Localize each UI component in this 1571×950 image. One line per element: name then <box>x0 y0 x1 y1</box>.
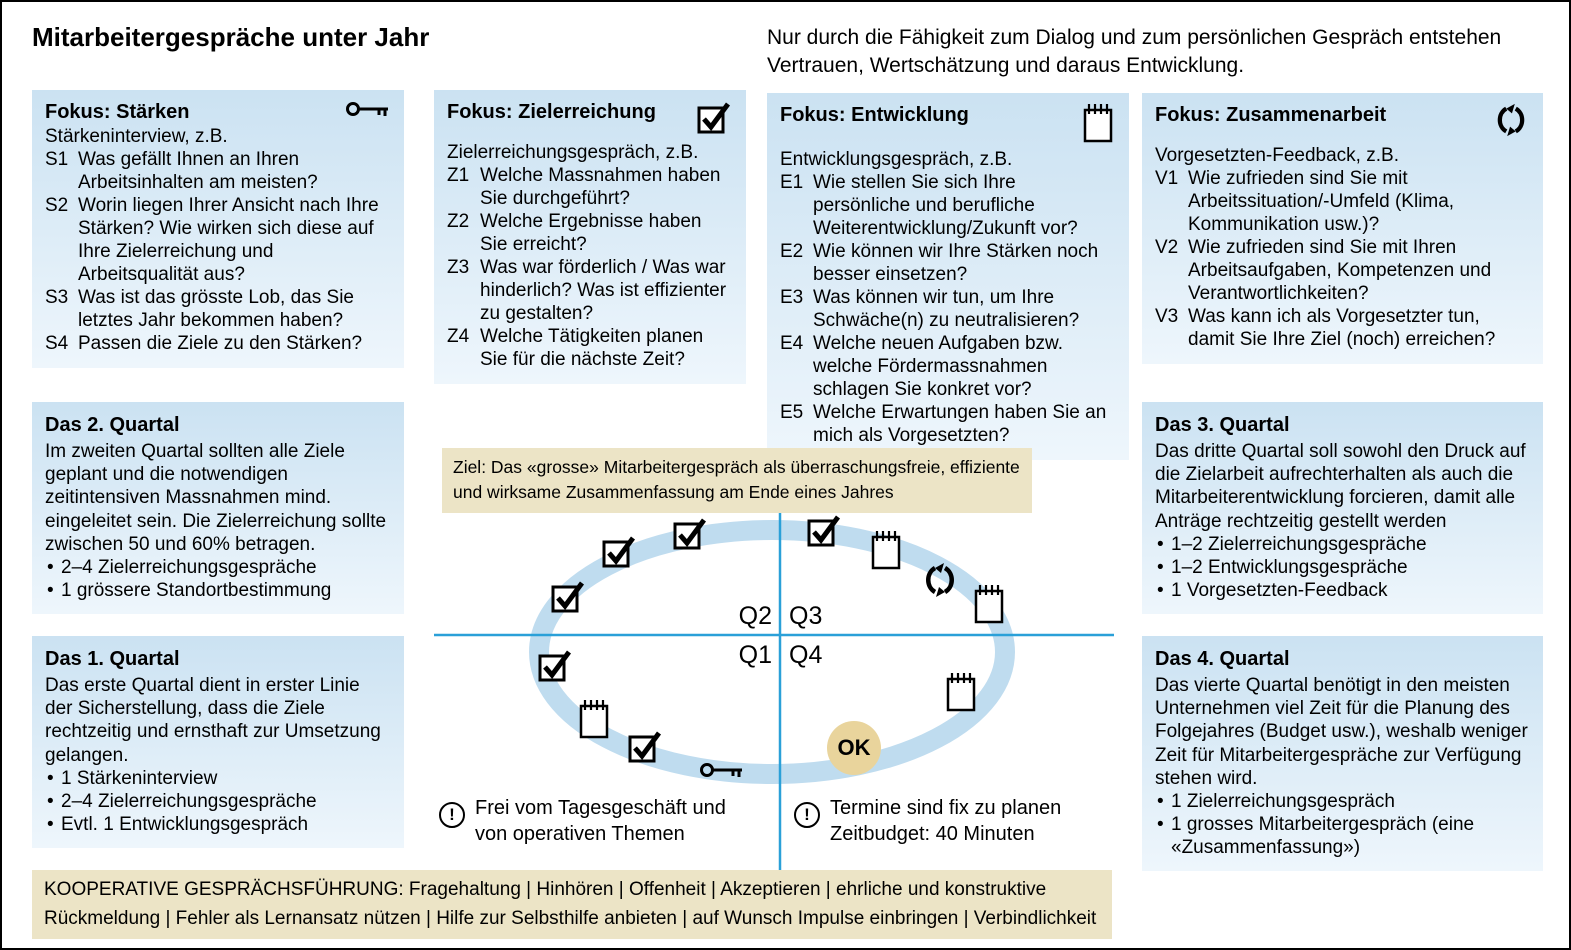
question-text: Was gefällt Ihnen an Ihren Arbeitsinhalten am meisten? <box>78 148 318 193</box>
reminder-note <box>794 795 1061 848</box>
quartal-bullet-list <box>45 767 391 837</box>
focus-box-header <box>1155 103 1530 144</box>
question-item <box>45 287 391 333</box>
quartal-bullet: • 1–2 Zielerreichungsgespräche <box>1155 533 1530 556</box>
notepad-icon <box>943 670 979 717</box>
reminder-text <box>830 795 1061 848</box>
question-text: Welche neuen Aufgaben bzw. welche Fördermassnahmen schlagen Sie konkret vor? <box>813 332 1064 400</box>
quartal-body: Im zweiten Quartal sollten alle Ziele geplant und die notwendigen zeitintensiven Massnahmen mind. eingeleitet sein. Die Zielerreichung sollte zwischen 50 und 60% betragen. <box>45 441 387 555</box>
question-text: Was war förderlich / Was war hinderlich? Was ist effizienter zu gestalten? <box>480 256 727 324</box>
reminder-line: Frei vom Tagesgeschäft und <box>475 797 726 819</box>
checkmark-icon <box>626 727 664 770</box>
question-id: Z1 <box>447 164 470 186</box>
question-id: V2 <box>1155 236 1179 258</box>
focus-box-title: Fokus: Zusammenarbeit <box>1155 104 1387 126</box>
question-item <box>780 172 1116 241</box>
focus-box-subtitle: Zielerreichungsgespräch, z.B. <box>447 142 699 163</box>
question-item <box>780 241 1116 287</box>
question-text: Welche Ergebnisse haben Sie erreicht? <box>480 210 702 255</box>
focus-box-header <box>447 100 733 141</box>
question-text: Wie zufrieden sind Sie mit Arbeitssituation/-Umfeld (Klima, Kommunikation usw.)? <box>1188 167 1455 235</box>
checkmark-icon <box>671 514 709 557</box>
quartal-body: Das vierte Quartal benötigt in den meisten Unternehmen viel Zeit für die Planung des Folgejahres (Budget usw.), weshalb weniger Zeit für Mitarbeitergespräche zur Verfügung stehen wird. <box>1155 675 1528 789</box>
checkmark-icon <box>805 511 843 554</box>
reminder-note <box>439 795 726 848</box>
focus-box-header <box>780 103 1116 148</box>
question-text: Welche Massnahmen haben Sie durchgeführt? <box>480 164 721 209</box>
quadrant-label-q2: Q2 <box>738 602 772 630</box>
checkmark-icon <box>549 577 587 620</box>
reminder-line: Termine sind fix zu planen <box>830 797 1062 819</box>
focus-box-zusammenarbeit <box>1142 93 1543 364</box>
focus-box-zielerreichung <box>434 90 746 384</box>
quartal-bullet: • 1 Vorgesetzten-Feedback <box>1155 579 1530 602</box>
question-id: E1 <box>780 171 804 193</box>
question-item <box>447 326 733 372</box>
notepad-icon <box>971 582 1007 629</box>
quartal-bullet: • 2–4 Zielerreichungsgespräche <box>45 556 391 579</box>
question-item <box>780 287 1116 333</box>
quartal-bullet-list <box>45 556 391 602</box>
focus-box-subtitle: Entwicklungsgespräch, z.B. <box>780 149 1013 170</box>
question-item <box>447 211 733 257</box>
cycle-icon <box>920 560 960 605</box>
checkmark-icon <box>536 646 574 689</box>
question-text: Was können wir tun, um Ihre Schwäche(n) zu neutralisieren? <box>813 286 1080 331</box>
quartal-bullet-list <box>1155 533 1530 603</box>
notepad-icon <box>1080 101 1116 148</box>
quartal-bullet: • Evtl. 1 Entwicklungsgespräch <box>45 813 391 836</box>
quartal-box-4 <box>1142 636 1543 871</box>
notepad-icon <box>576 697 612 744</box>
quartal-bullet: • 1–2 Entwicklungsgespräche <box>1155 556 1530 579</box>
checkmark-icon <box>600 532 638 575</box>
focus-box-header <box>45 100 391 125</box>
exclamation-icon: ! <box>794 802 820 828</box>
quartal-bullet-list <box>1155 790 1530 860</box>
reminder-text <box>475 795 726 848</box>
focus-box-title: Fokus: Stärken <box>45 101 190 123</box>
question-text: Welche Erwartungen haben Sie an mich als Vorgesetzten? <box>813 401 1107 446</box>
question-text: Was ist das grösste Lob, das Sie letztes Jahr bekommen haben? <box>78 286 354 331</box>
reminder-line: von operativen Themen <box>475 823 685 846</box>
quartal-box-2 <box>32 402 404 614</box>
question-id: E2 <box>780 240 804 262</box>
question-item <box>447 257 733 326</box>
quartal-title: Das 1. Quartal <box>45 648 180 670</box>
question-item <box>447 165 733 211</box>
quartal-box-3 <box>1142 402 1543 614</box>
question-item <box>780 333 1116 402</box>
intro-text: Nur durch die Fähigkeit zum Dialog und zum persönlichen Gespräch entstehen Vertrauen, Wertschätzung und daraus Entwicklung. <box>767 26 1502 77</box>
question-id: S2 <box>45 194 69 216</box>
reminder-line: Zeitbudget: 40 Minuten <box>830 823 1035 846</box>
quartal-body: Das dritte Quartal soll sowohl den Druck auf die Zielarbeit aufrechterhalten als auch die Mitarbeiterentwicklung forcieren, damit alle Anträge rechtzeitig gestellt werden <box>1155 441 1526 532</box>
question-text: Worin liegen Ihrer Ansicht nach Ihre Stärken? Wie wirken sich diese auf Ihre Zielerreichung und Arbeitsqualität aus? <box>78 194 379 285</box>
question-text: Welche Tätigkeiten planen Sie für die nächste Zeit? <box>480 325 704 370</box>
quartal-bullet: • 2–4 Zielerreichungsgespräche <box>45 790 391 813</box>
quartal-bullet: • 1 grosses Mitarbeitergespräch (eine «Zusammenfassung») <box>1155 813 1530 859</box>
focus-box-title: Fokus: Entwicklung <box>780 104 969 126</box>
quartal-bullet: • 1 Zielerreichungsgespräch <box>1155 790 1530 813</box>
quartal-bullet: • 1 Stärkeninterview <box>45 767 391 790</box>
question-item <box>1155 306 1530 352</box>
question-id: Z4 <box>447 325 470 347</box>
quadrant-label-q1: Q1 <box>738 641 772 669</box>
question-id: E3 <box>780 286 804 308</box>
notepad-icon <box>868 528 904 575</box>
question-id: S1 <box>45 148 69 170</box>
focus-box-entwicklung <box>767 93 1129 460</box>
quartal-bullet: • 1 grössere Standortbestimmung <box>45 579 391 602</box>
question-text: Passen die Ziele zu den Stärken? <box>78 332 363 354</box>
focus-box-staerken <box>32 90 404 368</box>
quartal-body: Das erste Quartal dient in erster Linie der Sicherstellung, dass die Ziele rechtzeitig und ernsthaft zur Umsetzung gelangen. <box>45 675 381 766</box>
exclamation-icon: ! <box>439 802 465 828</box>
focus-box-subtitle: Stärkeninterview, z.B. <box>45 126 228 147</box>
focus-box-subtitle: Vorgesetzten-Feedback, z.B. <box>1155 145 1399 166</box>
question-id: V1 <box>1155 167 1179 189</box>
page-title: Mitarbeitergespräche unter Jahr <box>32 22 430 52</box>
quartal-title: Das 3. Quartal <box>1155 414 1290 436</box>
cycle-icon <box>1492 101 1530 144</box>
question-id: V3 <box>1155 305 1179 327</box>
question-item <box>45 333 391 356</box>
question-id: Z3 <box>447 256 470 278</box>
question-item <box>780 402 1116 448</box>
footer-bar: KOOPERATIVE GESPRÄCHSFÜHRUNG: Fragehaltung | Hinhören | Offenheit | Akzeptieren | ehrliche und konstruktive Rückmeldung | Fehler als Lernansatz nützen | Hilfe zur Selbsthilfe anbieten | auf Wunsch Impulse einbringen | Verbindlichkeit <box>32 870 1112 939</box>
question-text: Was kann ich als Vorgesetzter tun, damit Sie Ihre Ziel (noch) erreichen? <box>1188 305 1496 350</box>
question-item <box>45 149 391 195</box>
question-id: Z2 <box>447 210 470 232</box>
question-id: E4 <box>780 332 804 354</box>
quartal-title: Das 4. Quartal <box>1155 648 1290 670</box>
question-id: S3 <box>45 286 69 308</box>
quartal-box-1 <box>32 636 404 848</box>
question-id: E5 <box>780 401 804 423</box>
key-icon <box>345 98 391 125</box>
question-id: S4 <box>45 332 69 354</box>
key-icon <box>699 759 745 786</box>
question-text: Wie stellen Sie sich Ihre persönliche und berufliche Weiterentwicklung/Zukunft vor? <box>813 171 1078 239</box>
checkbox-icon <box>695 98 733 141</box>
quartal-title: Das 2. Quartal <box>45 414 180 436</box>
question-text: Wie zufrieden sind Sie mit Ihren Arbeitsaufgaben, Kompetenzen und Verantwortlichkeiten? <box>1188 236 1492 304</box>
ok-badge: OK <box>827 721 881 775</box>
question-item <box>1155 237 1530 306</box>
quadrant-label-q4: Q4 <box>789 641 823 669</box>
question-text: Wie können wir Ihre Stärken noch besser einsetzen? <box>813 240 1099 285</box>
question-item <box>1155 168 1530 237</box>
goal-note: Ziel: Das «grosse» Mitarbeitergespräch als überraschungsfreie, effiziente und wirksame Zusammenfassung am Ende eines Jahres <box>442 448 1032 513</box>
question-item <box>45 195 391 287</box>
quadrant-label-q3: Q3 <box>789 602 823 630</box>
focus-box-title: Fokus: Zielerreichung <box>447 101 656 123</box>
